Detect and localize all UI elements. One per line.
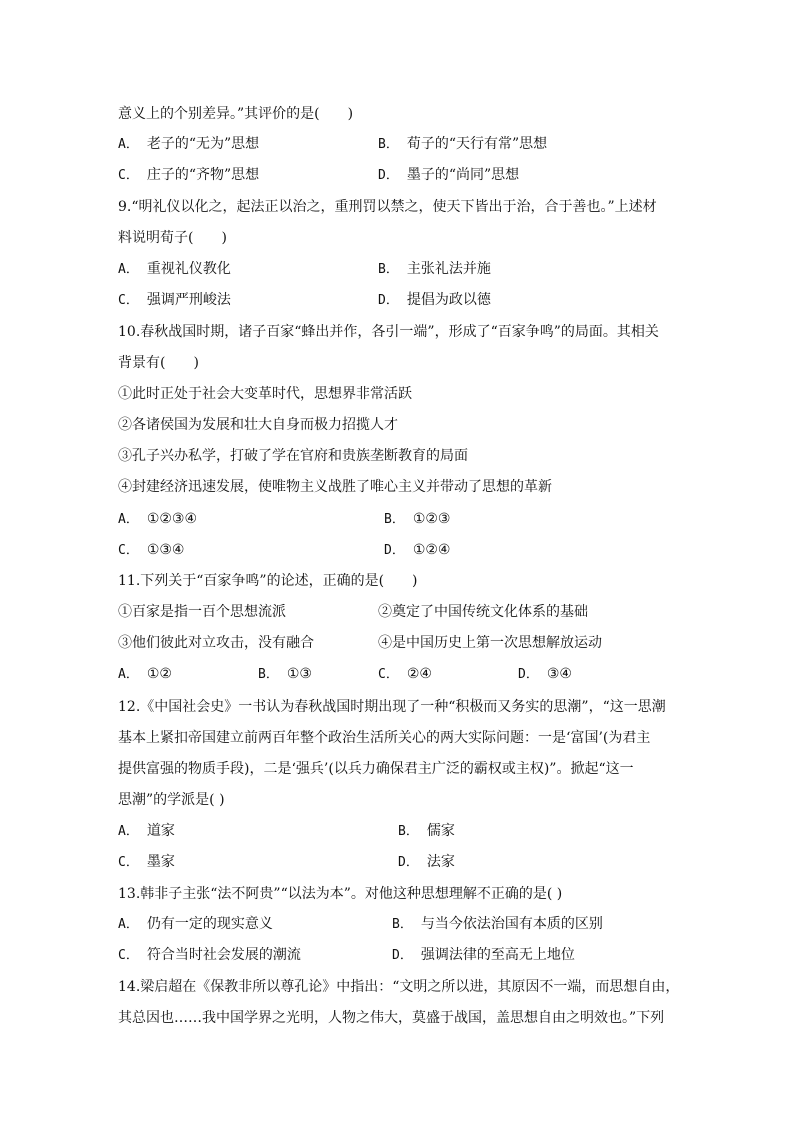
q11-option-b[interactable]: B． ①③ (258, 666, 312, 682)
question-14-stem-line-2: 其总因也……我中国学界之光明，人物之伟大，莫盛于战国，盖思想自由之明效也。”下列 (118, 1010, 665, 1026)
q8-option-c[interactable]: C． 庄子的“齐物”思想 (118, 167, 260, 183)
question-12-stem-line-1: 12.《中国社会史》一书认为春秋战国时期出现了一种“积极而又务实的思潮”，“这一思潮 (118, 699, 666, 715)
q12-option-c[interactable]: C． 墨家 (118, 854, 175, 870)
q10-option-d[interactable]: D． ①②④ (384, 542, 451, 558)
question-10-stem-line-2: 背景有( ) (118, 355, 199, 371)
q13-option-c[interactable]: C． 符合当时社会发展的潮流 (118, 947, 301, 963)
question-8-stem-end: 意义上的个别差异。”其评价的是( ) (118, 106, 354, 122)
question-12-stem-line-2: 基本上紧扣帝国建立前两百年整个政治生活所关心的两大实际问题：一是‘富国’(为君主 (118, 730, 651, 746)
question-10-item-1: ①此时正处于社会大变革时代，思想界非常活跃 (118, 386, 412, 402)
q10-option-c[interactable]: C． ①③④ (118, 542, 185, 558)
q9-option-d[interactable]: D． 提倡为政以德 (378, 292, 491, 308)
question-9-stem-line-2: 料说明荀子( ) (118, 230, 227, 246)
question-11-item-2: ②奠定了中国传统文化体系的基础 (378, 604, 588, 620)
question-9-stem-line-1: 9.“明礼仪以化之，起法正以治之，重刑罚以禁之，使天下皆出于治，合于善也。”上述材 (118, 199, 657, 215)
q8-option-d[interactable]: D． 墨子的“尚同”思想 (378, 167, 520, 183)
q10-option-a[interactable]: A． ①②③④ (118, 511, 198, 527)
question-11-item-4: ④是中国历史上第一次思想解放运动 (378, 635, 602, 651)
q8-option-b[interactable]: B． 荀子的“天行有常”思想 (378, 136, 548, 152)
q8-option-a[interactable]: A． 老子的“无为”思想 (118, 136, 260, 152)
q11-option-c[interactable]: C． ②④ (378, 666, 432, 682)
q9-option-a[interactable]: A． 重视礼仪教化 (118, 261, 231, 277)
question-12-stem-line-4: 思潮”的学派是( ) (118, 792, 225, 808)
q12-option-b[interactable]: B． 儒家 (398, 823, 455, 839)
question-14-stem-line-1: 14.梁启超在《保教非所以尊孔论》中指出：“文明之所以进，其原因不一端，而思想自由， (118, 979, 680, 995)
question-10-stem-line-1: 10.春秋战国时期，诸子百家“蜂出并作，各引一端”，形成了“百家争鸣”的局面。其相关 (118, 324, 659, 340)
question-12-stem-line-3: 提供富强的物质手段)，二是‘强兵’(以兵力确保君主广泛的霸权或主权)”。掀起“这一 (118, 761, 634, 777)
q9-option-b[interactable]: B． 主张礼法并施 (378, 261, 491, 277)
question-10-item-4: ④封建经济迅速发展，使唯物主义战胜了唯心主义并带动了思想的革新 (118, 479, 552, 495)
question-10-item-2: ②各诸侯国为发展和壮大自身而极力招揽人才 (118, 417, 398, 433)
question-10-item-3: ③孔子兴办私学，打破了学在官府和贵族垄断教育的局面 (118, 448, 468, 464)
q10-option-b[interactable]: B． ①②③ (384, 511, 451, 527)
q12-option-d[interactable]: D． 法家 (398, 854, 455, 870)
q11-option-d[interactable]: D． ③④ (518, 666, 572, 682)
question-11-item-3: ③他们彼此对立攻击，没有融合 (118, 635, 314, 651)
q13-option-a[interactable]: A． 仍有一定的现实意义 (118, 916, 273, 932)
q13-option-d[interactable]: D． 强调法律的至高无上地位 (392, 947, 575, 963)
question-11-stem: 11.下列关于“百家争鸣”的论述，正确的是( ) (118, 573, 418, 589)
q13-option-b[interactable]: B． 与当今依法治国有本质的区别 (392, 916, 603, 932)
question-11-item-1: ①百家是指一百个思想流派 (118, 604, 286, 620)
q12-option-a[interactable]: A． 道家 (118, 823, 175, 839)
q11-option-a[interactable]: A． ①② (118, 666, 172, 682)
q9-option-c[interactable]: C． 强调严刑峻法 (118, 292, 231, 308)
question-13-stem: 13.韩非子主张“法不阿贵”“以法为本”。对他这种思想理解不正确的是( ) (118, 886, 563, 902)
